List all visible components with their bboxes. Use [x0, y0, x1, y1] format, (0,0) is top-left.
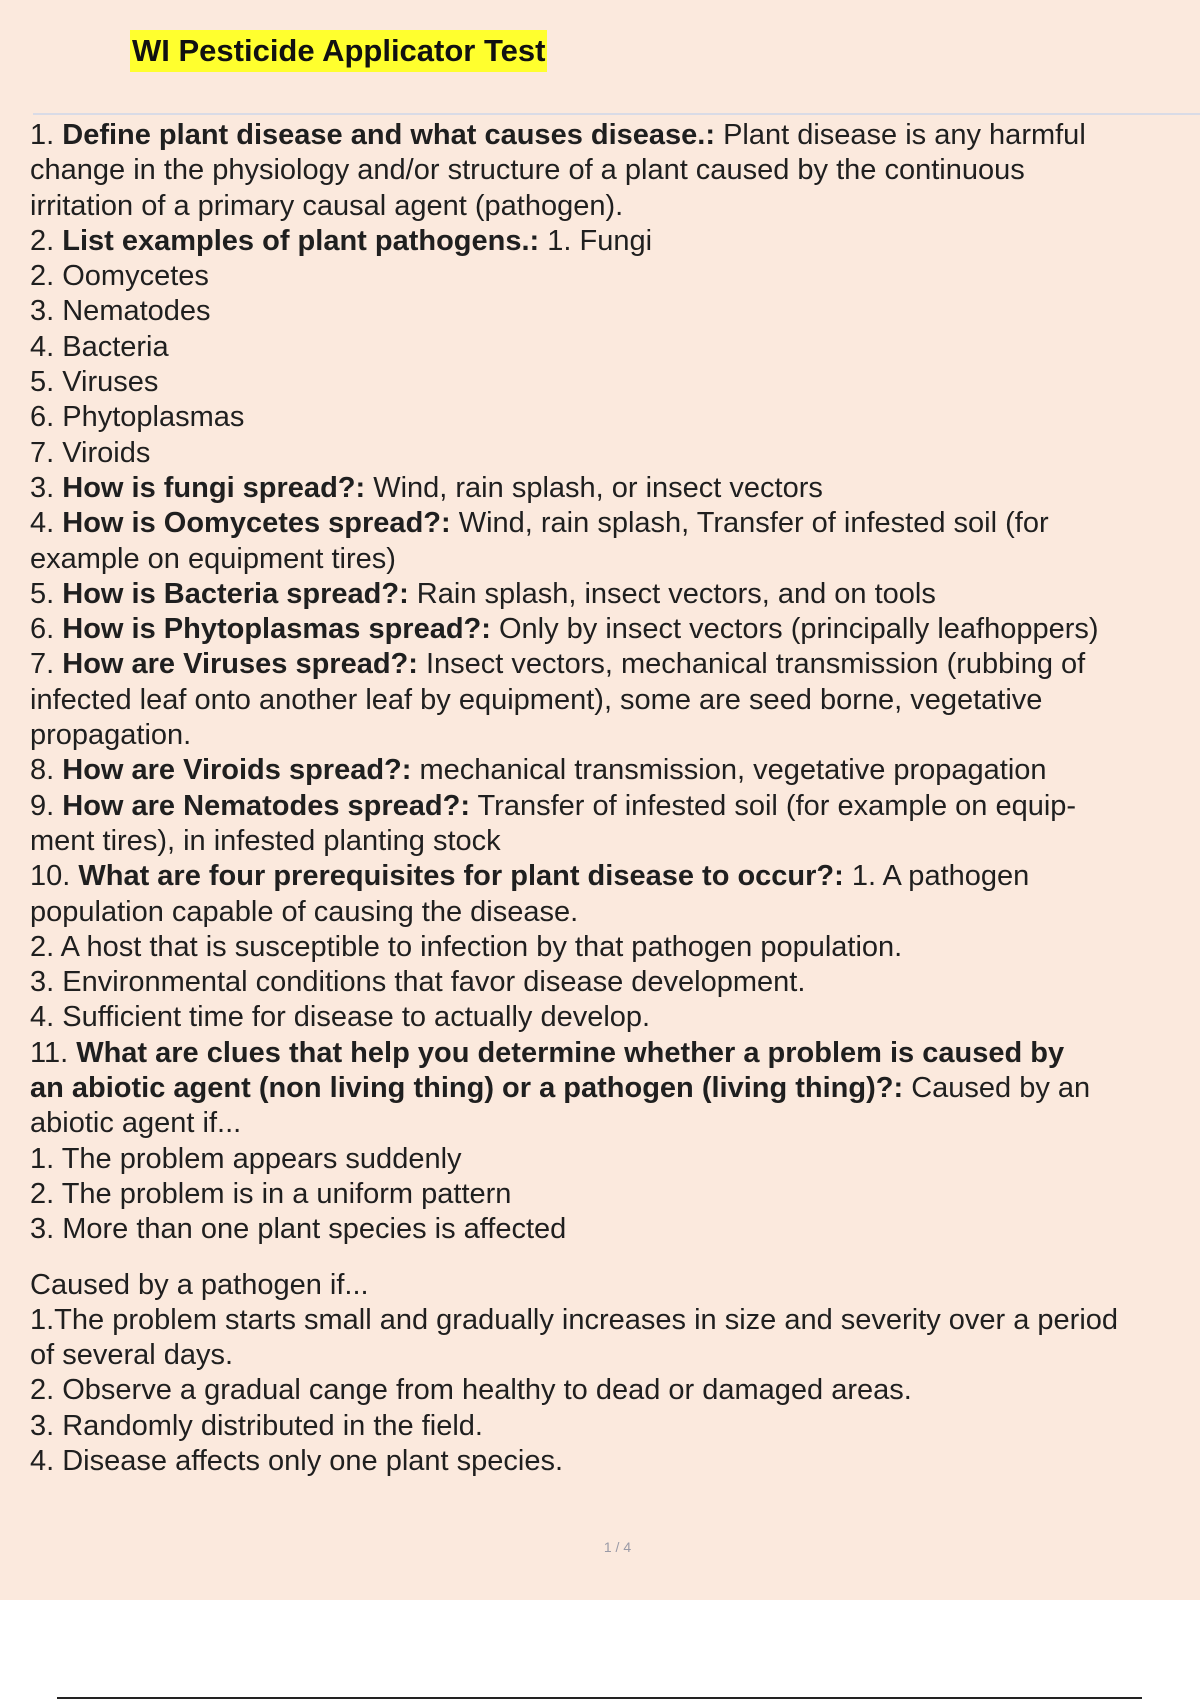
line-text: 3. More than one plant species is affected [30, 1213, 567, 1246]
question-number: 7. [30, 648, 63, 681]
text-line [30, 1338, 1200, 1373]
line-text: infected leaf onto another leaf by equipment), some are seed borne, vegetative [30, 683, 1043, 716]
text-line [30, 895, 1200, 930]
text-line [30, 647, 1200, 682]
question-text: How is Bacteria spread?: [62, 577, 409, 610]
question-text: an abiotic agent (non living thing) or a pathogen (living thing)?: [30, 1072, 904, 1105]
text-line [30, 859, 1200, 894]
text-line [30, 1373, 1200, 1408]
question-number: 6. [30, 613, 63, 646]
answer-text: Rain splash, insect vectors, and on tools [408, 577, 936, 610]
text-line [30, 1409, 1200, 1444]
answer-text: Caused by an [903, 1072, 1091, 1105]
question-number: 4. [30, 507, 63, 540]
question-number: 1. [30, 119, 63, 151]
line-text: 3. Nematodes [30, 295, 211, 328]
answer-text: Insect vectors, mechanical transmission (rubbing of [417, 648, 1086, 681]
text-line [30, 965, 1200, 1000]
text-line [30, 471, 1200, 506]
text-line [30, 330, 1200, 365]
line-text: 2. Observe a gradual cange from healthy to dead or damaged areas. [30, 1374, 912, 1407]
text-line [30, 1268, 1200, 1303]
answer-text: Transfer of infested soil (for example on equip- [469, 789, 1077, 822]
line-text: 2. The problem is in a uniform pattern [30, 1177, 512, 1210]
document-body [30, 118, 1200, 1479]
line-text: 3. Randomly distributed in the field. [30, 1409, 483, 1442]
question-text: What are clues that help you determine whether a problem is caused by [76, 1036, 1065, 1069]
text-line [30, 1303, 1200, 1338]
line-text: Caused by a pathogen if... [30, 1268, 369, 1301]
text-line [30, 506, 1200, 541]
text-line [30, 118, 1200, 153]
question-text: How is fungi spread?: [62, 471, 366, 504]
page-number: 1 / 4 [603, 1539, 632, 1555]
line-text: 3. Environmental conditions that favor disease development. [30, 966, 806, 999]
line-text: propagation. [30, 719, 192, 752]
question-text: What are four prerequisites for plant disease to occur?: [78, 860, 844, 893]
line-text: 4. Bacteria [30, 330, 169, 363]
text-line [30, 1177, 1200, 1212]
question-text: List examples of plant pathogens.: [62, 224, 540, 257]
text-line [30, 1071, 1200, 1106]
question-number: 2. [30, 224, 63, 257]
question-text: How are Viroids spread?: [62, 754, 412, 787]
text-line [30, 259, 1200, 294]
text-line [30, 718, 1200, 753]
question-number: 10. [30, 860, 79, 893]
answer-text: Only by insect vectors (principally leafhoppers) [490, 613, 1099, 646]
line-text: 6. Phytoplasmas [30, 401, 245, 434]
line-text: 1.The problem starts small and gradually increases in size and severity over a period [30, 1303, 1119, 1336]
text-line [30, 753, 1200, 788]
paragraph-gap [30, 1248, 1200, 1268]
question-number: 8. [30, 754, 63, 787]
line-text: 1. The problem appears suddenly [30, 1142, 462, 1175]
line-text: 4. Disease affects only one plant species. [30, 1444, 564, 1477]
answer-text: Plant disease is any harmful [715, 119, 1086, 151]
line-text: 2. A host that is susceptible to infection by that pathogen population. [30, 930, 903, 963]
text-line [30, 436, 1200, 471]
line-text: 4. Sufficient time for disease to actually develop. [30, 1001, 651, 1034]
answer-text: 1. A pathogen [843, 860, 1030, 893]
text-line [30, 824, 1200, 859]
text-line [30, 789, 1200, 824]
text-line [30, 1036, 1200, 1071]
question-number: 5. [30, 577, 63, 610]
text-line [30, 577, 1200, 612]
text-line [30, 683, 1200, 718]
text-line [30, 400, 1200, 435]
text-line [30, 930, 1200, 965]
answer-text: mechanical transmission, vegetative propagation [411, 754, 1047, 787]
text-line [30, 1000, 1200, 1035]
question-text: How is Oomycetes spread?: [62, 507, 451, 540]
line-text: 5. Viruses [30, 366, 159, 399]
text-line [30, 365, 1200, 400]
question-text: How are Viruses spread?: [62, 648, 418, 681]
question-number: 9. [30, 789, 63, 822]
question-number: 3. [30, 471, 63, 504]
text-line [30, 1106, 1200, 1141]
question-text: How is Phytoplasmas spread?: [62, 613, 491, 646]
line-text: abiotic agent if... [30, 1107, 242, 1140]
text-line [30, 1142, 1200, 1177]
text-line [30, 542, 1200, 577]
text-line [30, 294, 1200, 329]
line-text: irritation of a primary causal agent (pathogen). [30, 189, 624, 222]
bottom-divider [57, 1697, 1142, 1699]
answer-text: Wind, rain splash, or insect vectors [365, 471, 823, 504]
text-line [30, 189, 1200, 224]
title-divider [33, 113, 1200, 115]
line-text: change in the physiology and/or structure of a plant caused by the continuous [30, 154, 1025, 187]
text-line [30, 1444, 1200, 1479]
answer-text: 1. Fungi [539, 224, 653, 257]
document-title: WI Pesticide Applicator Test [130, 30, 547, 72]
text-line [30, 153, 1200, 188]
question-text: Define plant disease and what causes disease.: [62, 119, 716, 151]
line-text: population capable of causing the disease. [30, 895, 579, 928]
text-line [30, 1212, 1200, 1247]
question-text: How are Nematodes spread?: [62, 789, 470, 822]
line-text: ment tires), in infested planting stock [30, 824, 501, 857]
line-text: 7. Viroids [30, 436, 151, 469]
question-number: 11. [30, 1036, 77, 1069]
line-text: 2. Oomycetes [30, 260, 209, 293]
line-text: of several days. [30, 1339, 234, 1372]
text-line [30, 612, 1200, 647]
line-text: example on equipment tires) [30, 542, 396, 575]
answer-text: Wind, rain splash, Transfer of infested soil (for [450, 507, 1049, 540]
text-line [30, 224, 1200, 259]
